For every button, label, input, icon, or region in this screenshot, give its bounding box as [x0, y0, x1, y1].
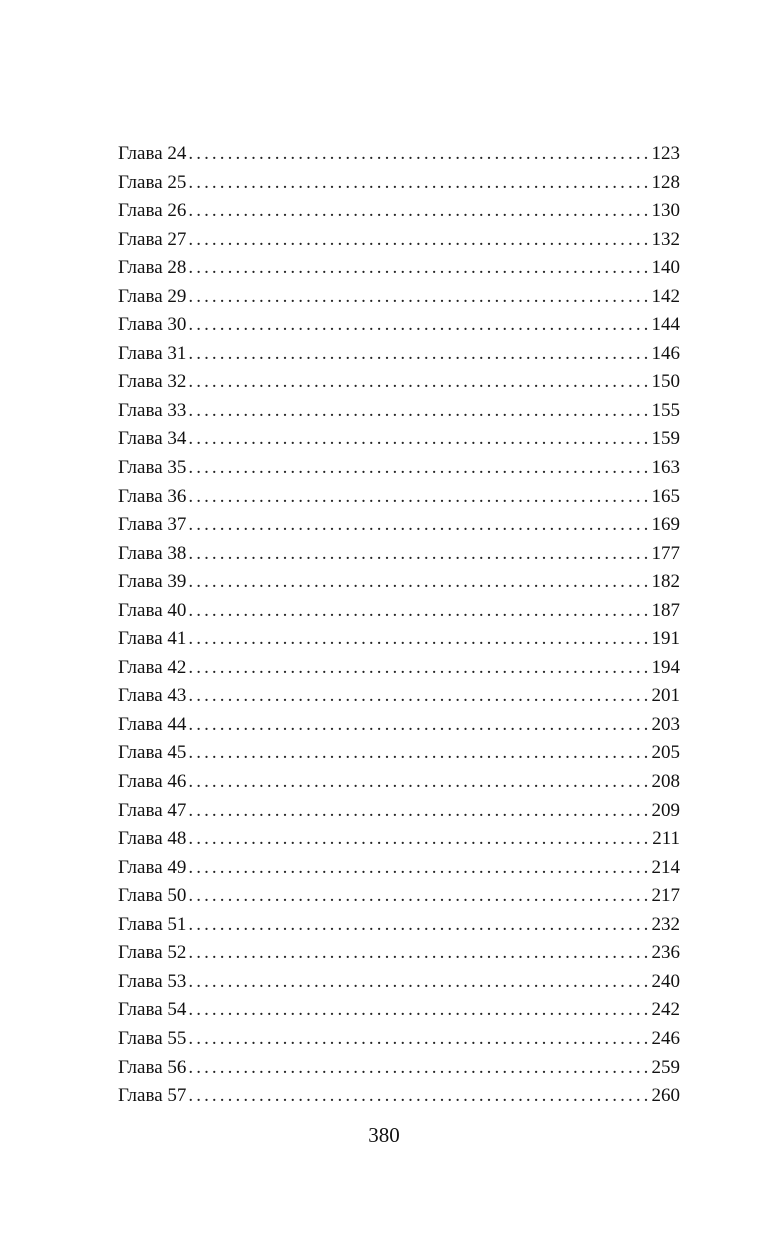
toc-entry-page-number: 194 — [651, 656, 680, 678]
dot-leader — [188, 882, 649, 911]
toc-entry[interactable] — [118, 682, 680, 711]
toc-entry-page-number: 201 — [651, 685, 680, 707]
toc-entry-title: Глава 31 — [118, 342, 187, 364]
toc-entry[interactable] — [118, 197, 680, 226]
toc-entry-page-number: 140 — [651, 257, 680, 279]
toc-entry-title: Глава 34 — [118, 428, 187, 450]
toc-entry[interactable] — [118, 226, 680, 255]
toc-entry-page-number: 177 — [651, 542, 680, 564]
toc-entry-page-number: 246 — [651, 1027, 680, 1049]
toc-entry-title: Глава 50 — [118, 885, 187, 907]
toc-entry[interactable] — [118, 911, 680, 940]
toc-entry-title: Глава 48 — [118, 828, 187, 850]
dot-leader — [188, 1082, 649, 1111]
toc-entry[interactable] — [118, 340, 680, 369]
toc-entry-page-number: 209 — [651, 799, 680, 821]
page-number: 380 — [368, 1123, 400, 1147]
dot-leader — [188, 654, 649, 683]
toc-entry[interactable] — [118, 996, 680, 1025]
toc-entry[interactable] — [118, 511, 680, 540]
toc-entry-page-number: 150 — [651, 371, 680, 393]
toc-entry[interactable] — [118, 825, 680, 854]
toc-entry-title: Глава 30 — [118, 314, 187, 336]
dot-leader — [188, 169, 649, 198]
toc-entry-page-number: 146 — [651, 342, 680, 364]
toc-entry-title: Глава 39 — [118, 571, 187, 593]
toc-entry[interactable] — [118, 1025, 680, 1054]
toc-entry-title: Глава 41 — [118, 628, 187, 650]
toc-entry[interactable] — [118, 739, 680, 768]
dot-leader — [188, 968, 649, 997]
toc-entry[interactable] — [118, 568, 680, 597]
toc-entry-page-number: 155 — [651, 399, 680, 421]
dot-leader — [188, 1025, 649, 1054]
toc-entry[interactable] — [118, 140, 680, 169]
toc-entry-title: Глава 35 — [118, 457, 187, 479]
toc-entry-page-number: 208 — [651, 771, 680, 793]
toc-entry-page-number: 142 — [651, 285, 680, 307]
toc-entry-title: Глава 47 — [118, 799, 187, 821]
dot-leader — [188, 197, 649, 226]
dot-leader — [188, 1054, 649, 1083]
dot-leader — [188, 368, 649, 397]
toc-entry-page-number: 187 — [651, 599, 680, 621]
dot-leader — [188, 454, 649, 483]
toc-entry-page-number: 123 — [651, 143, 680, 164]
toc-entry-title: Глава 49 — [118, 856, 187, 878]
toc-entry-page-number: 159 — [651, 428, 680, 450]
toc-entry-title: Глава 52 — [118, 942, 187, 964]
toc-entry-page-number: 191 — [651, 628, 680, 650]
dot-leader — [188, 283, 649, 312]
toc-entry-title: Глава 53 — [118, 970, 187, 992]
toc-entry-page-number: 163 — [651, 457, 680, 479]
dot-leader — [188, 739, 649, 768]
toc-entry[interactable] — [118, 882, 680, 911]
dot-leader — [188, 483, 649, 512]
dot-leader — [188, 597, 649, 626]
toc-entry-title: Глава 55 — [118, 1027, 187, 1049]
table-of-contents — [118, 140, 680, 1111]
toc-entry-page-number: 217 — [651, 885, 680, 907]
dot-leader — [188, 311, 649, 340]
toc-entry-title: Глава 54 — [118, 999, 187, 1021]
toc-entry-title: Глава 36 — [118, 485, 187, 507]
toc-entry[interactable] — [118, 625, 680, 654]
toc-entry[interactable] — [118, 169, 680, 198]
dot-leader — [188, 511, 649, 540]
toc-entry-title: Глава 44 — [118, 713, 187, 735]
toc-entry-page-number: 203 — [651, 713, 680, 735]
dot-leader — [188, 397, 649, 426]
dot-leader — [188, 140, 649, 169]
toc-entry-page-number: 240 — [651, 970, 680, 992]
toc-entry-title: Глава 24 — [118, 143, 187, 164]
toc-entry-page-number: 211 — [652, 828, 680, 850]
toc-entry-title: Глава 29 — [118, 285, 187, 307]
toc-entry-title: Глава 57 — [118, 1085, 187, 1107]
dot-leader — [188, 825, 650, 854]
toc-entry-page-number: 182 — [651, 571, 680, 593]
toc-entry-page-number: 165 — [651, 485, 680, 507]
dot-leader — [188, 540, 649, 569]
toc-entry-page-number: 130 — [651, 200, 680, 222]
toc-entry-page-number: 128 — [651, 171, 680, 193]
dot-leader — [188, 854, 649, 883]
toc-entry[interactable] — [118, 397, 680, 426]
toc-entry-page-number: 169 — [651, 514, 680, 536]
toc-entry[interactable] — [118, 939, 680, 968]
toc-entry[interactable] — [118, 483, 680, 512]
toc-entry[interactable] — [118, 711, 680, 740]
dot-leader — [188, 939, 649, 968]
dot-leader — [188, 711, 649, 740]
toc-entry[interactable] — [118, 283, 680, 312]
dot-leader — [188, 254, 649, 283]
toc-entry-title: Глава 46 — [118, 771, 187, 793]
toc-entry-title: Глава 32 — [118, 371, 187, 393]
toc-entry-title: Глава 51 — [118, 913, 187, 935]
dot-leader — [188, 425, 649, 454]
toc-entry[interactable] — [118, 768, 680, 797]
toc-entry-page-number: 259 — [651, 1056, 680, 1078]
toc-entry-page-number: 260 — [651, 1085, 680, 1107]
toc-entry-title: Глава 27 — [118, 228, 187, 250]
dot-leader — [188, 340, 649, 369]
dot-leader — [188, 996, 649, 1025]
toc-entry[interactable] — [118, 654, 680, 683]
dot-leader — [188, 226, 649, 255]
dot-leader — [188, 797, 649, 826]
dot-leader — [188, 682, 649, 711]
toc-entry[interactable] — [118, 1082, 680, 1111]
toc-entry-title: Глава 25 — [118, 171, 187, 193]
toc-entry-page-number: 214 — [651, 856, 680, 878]
toc-entry[interactable] — [118, 368, 680, 397]
toc-entry-title: Глава 42 — [118, 656, 187, 678]
toc-entry-page-number: 205 — [651, 742, 680, 764]
toc-entry-page-number: 132 — [651, 228, 680, 250]
toc-entry[interactable] — [118, 597, 680, 626]
dot-leader — [188, 625, 649, 654]
toc-entry-title: Глава 37 — [118, 514, 187, 536]
toc-entry-page-number: 144 — [651, 314, 680, 336]
toc-entry-title: Глава 28 — [118, 257, 187, 279]
toc-entry[interactable] — [118, 425, 680, 454]
toc-entry[interactable] — [118, 1054, 680, 1083]
toc-entry-title: Глава 45 — [118, 742, 187, 764]
dot-leader — [188, 568, 649, 597]
toc-entry-title: Глава 40 — [118, 599, 187, 621]
toc-entry[interactable] — [118, 454, 680, 483]
toc-entry[interactable] — [118, 968, 680, 997]
toc-entry[interactable] — [118, 254, 680, 283]
toc-entry-title: Глава 43 — [118, 685, 187, 707]
toc-entry-title: Глава 38 — [118, 542, 187, 564]
dot-leader — [188, 768, 649, 797]
toc-entry[interactable] — [118, 311, 680, 340]
toc-entry[interactable] — [118, 540, 680, 569]
toc-entry-page-number: 236 — [651, 942, 680, 964]
toc-entry-title: Глава 56 — [118, 1056, 187, 1078]
toc-entry-page-number: 232 — [651, 913, 680, 935]
toc-entry-title: Глава 33 — [118, 399, 187, 421]
toc-entry[interactable] — [118, 797, 680, 826]
dot-leader — [188, 911, 649, 940]
toc-entry[interactable] — [118, 854, 680, 883]
toc-entry-title: Глава 26 — [118, 200, 187, 222]
toc-entry-page-number: 242 — [651, 999, 680, 1021]
